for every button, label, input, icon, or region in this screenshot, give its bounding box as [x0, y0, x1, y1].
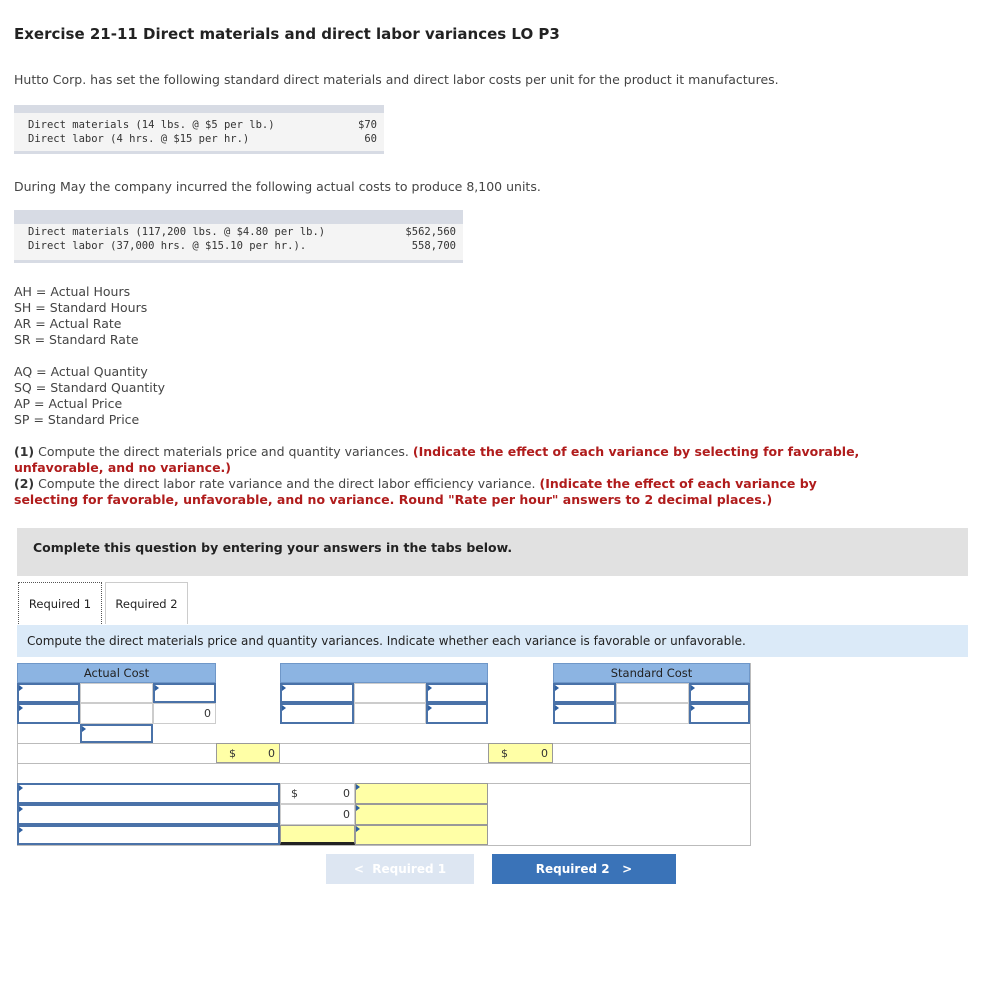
variance-label-input-3[interactable] [17, 825, 280, 845]
std-dl-label: Direct labor (4 hrs. @ $15 per hr.) [28, 133, 250, 145]
actual-input-r1c1[interactable] [17, 683, 80, 703]
q1-text: Compute the direct materials price and quantity variances. [34, 444, 413, 459]
variance-2-zero: 0 [343, 808, 350, 821]
middle-input-r2c3[interactable] [426, 703, 488, 724]
variance-total-amount [280, 825, 355, 845]
tab-required-1[interactable]: Required 1 [18, 582, 102, 624]
prev-required-button[interactable] [326, 854, 474, 884]
standard-input-r2c1[interactable] [553, 703, 616, 724]
intro-text: Hutto Corp. has set the following standard direct materials and direct labor costs per unit for the product it manufactures. [14, 72, 779, 87]
middle-input-r1c3[interactable] [426, 683, 488, 703]
middle-input-r1c1[interactable] [280, 683, 354, 703]
instruction-text: Compute the direct materials price and quantity variances. Indicate whether each variance is favorable or unfavorable. [27, 634, 746, 648]
actual-cost-header: Actual Cost [17, 663, 216, 683]
q2-text: Compute the direct labor rate variance and the direct labor efficiency variance. [34, 476, 540, 491]
middle-cell-r2c2[interactable] [354, 703, 426, 724]
standard-cost-header: Standard Cost [553, 663, 750, 683]
actual-cost-table [14, 210, 463, 263]
page-title: Exercise 21-11 Direct materials and direct labor variances LO P3 [14, 25, 560, 43]
standard-input-r1c3[interactable] [689, 683, 750, 703]
prev-button-label: Required 1 [372, 862, 447, 876]
q2-note: (Indicate the effect of each variance by selecting for favorable, unfavorable, and no variance. Round "Rate per hour" answers to 2 decimal places.) [14, 476, 817, 507]
tab-required-2[interactable]: Required 2 [105, 582, 188, 624]
question-2 [14, 476, 864, 508]
std-dm-label: Direct materials (14 lbs. @ $5 per lb.) [28, 119, 275, 131]
variance-1-dollar: $ [291, 787, 298, 800]
actual-cell-r1c2[interactable] [80, 683, 153, 703]
actual-total-cell [216, 743, 280, 763]
actual-input-r1c3[interactable] [153, 683, 216, 703]
std-dm-value: $70 [358, 119, 377, 131]
standard-input-r1c1[interactable] [553, 683, 616, 703]
standard-cell-r1c2[interactable] [616, 683, 689, 703]
def-ar: AR = Actual Rate [14, 316, 122, 331]
standard-cell-r2c2[interactable] [616, 703, 689, 724]
q1-number: (1) [14, 444, 35, 459]
banner-text: Complete this question by entering your answers in the tabs below. [33, 540, 513, 555]
variance-1-zero: 0 [343, 787, 350, 800]
instructions-banner [17, 528, 968, 576]
next-required-button[interactable] [492, 854, 676, 884]
act-dm-label: Direct materials (117,200 lbs. @ $4.80 per lb.) [28, 226, 326, 238]
chevron-right-icon: > [622, 862, 633, 876]
def-ah: AH = Actual Hours [14, 284, 131, 299]
middle-input-r2c1[interactable] [280, 703, 354, 724]
variance-label-input-2[interactable] [17, 804, 280, 825]
tab-instruction [17, 625, 968, 657]
variance-label-input-1[interactable] [17, 783, 280, 804]
may-text: During May the company incurred the following actual costs to produce 8,100 units. [14, 179, 541, 194]
actual-input-r2c1[interactable] [17, 703, 80, 724]
act-dl-value: 558,700 [411, 240, 456, 252]
standard-input-r2c3[interactable] [689, 703, 750, 724]
act-dl-label: Direct labor (37,000 hrs. @ $15.10 per hr.). [28, 240, 307, 252]
actual-input-r3c2[interactable] [80, 724, 153, 743]
def-sp: SP = Standard Price [14, 412, 140, 427]
def-ap: AP = Actual Price [14, 396, 123, 411]
std-dl-value: 60 [364, 133, 377, 145]
standard-total-cell [488, 743, 553, 763]
actual-grand-zero: 0 [268, 747, 275, 760]
next-button-label: Required 2 [535, 862, 610, 876]
def-aq: AQ = Actual Quantity [14, 364, 148, 379]
definitions-hours [14, 284, 147, 348]
variance-amount-2 [280, 804, 355, 825]
actual-cell-r2c3 [153, 703, 216, 724]
variance-effect-select-1[interactable] [355, 783, 488, 804]
question-1 [14, 444, 864, 476]
variance-effect-select-3[interactable] [355, 825, 488, 845]
q1-note: (Indicate the effect of each variance by selecting for favorable, unfavorable, and no variance.) [14, 444, 860, 475]
standard-grand-zero: 0 [541, 747, 548, 760]
def-sr: SR = Standard Rate [14, 332, 139, 347]
variance-effect-select-2[interactable] [355, 804, 488, 825]
actual-dollar: $ [229, 747, 236, 760]
actual-cell-r2c2[interactable] [80, 703, 153, 724]
q2-number: (2) [14, 476, 35, 491]
standard-dollar: $ [501, 747, 508, 760]
variance-amount-1 [280, 783, 355, 804]
def-sh: SH = Standard Hours [14, 300, 148, 315]
standard-cost-table [14, 105, 384, 154]
actual-total-zero: 0 [204, 707, 211, 720]
middle-header [280, 663, 488, 683]
chevron-left-icon: < [353, 862, 364, 876]
middle-cell-r1c2[interactable] [354, 683, 426, 703]
definitions-quantity [14, 364, 165, 428]
act-dm-value: $562,560 [405, 226, 456, 238]
def-sq: SQ = Standard Quantity [14, 380, 166, 395]
